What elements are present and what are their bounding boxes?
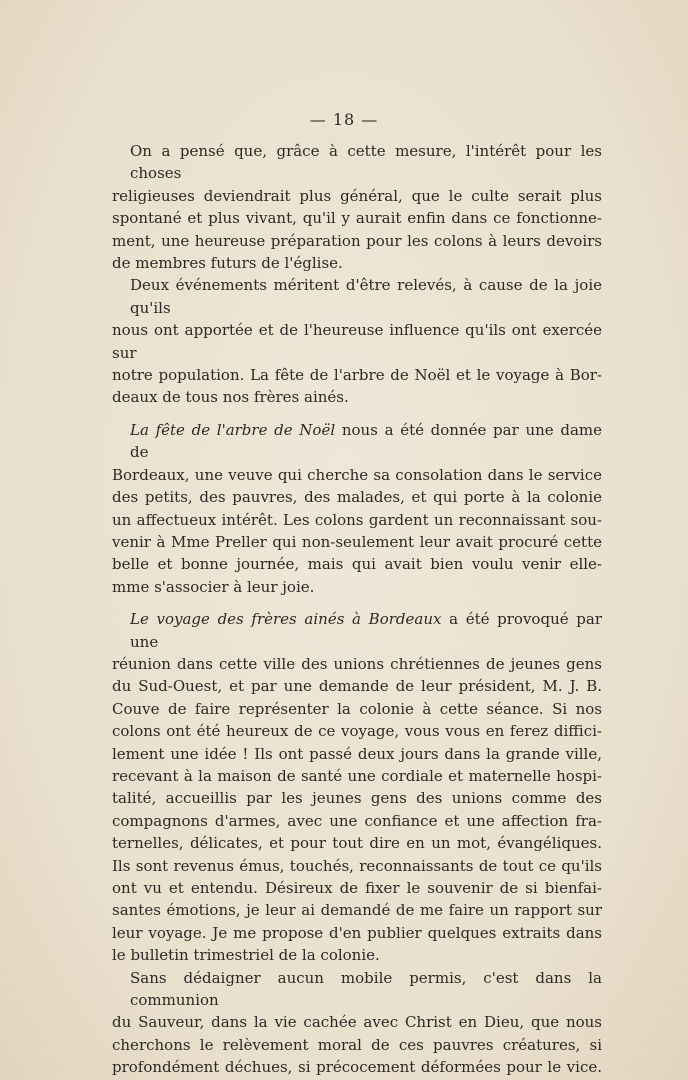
text-line bbox=[112, 608, 602, 653]
text-line: On a pensé que, grâce à cette mesure, l'intérêt pour les choses bbox=[130, 142, 602, 183]
text-line: belle et bonne journée, mais qui avait bien voulu venir elle- bbox=[112, 555, 602, 574]
text-line: spontané et plus vivant, qu'il y aurait enfin dans ce fonctionne- bbox=[112, 209, 602, 228]
text-line: Ils sont revenus émus, touchés, reconnaissants de tout ce qu'ils bbox=[112, 856, 602, 875]
first-line-rest: nous a été donnée par une dame de bbox=[130, 420, 602, 462]
text-line: ont vu et entendu. Désireux de fixer le souvenir de si bienfai- bbox=[112, 879, 602, 897]
text-line: de membres futurs de l'église. bbox=[112, 254, 343, 273]
text-line: du Sud-Ouest, et par une demande de leur président, M. J. B. bbox=[112, 677, 602, 696]
text-line: du Sauveur, dans la vie cachée avec Christ en Dieu, que nous bbox=[112, 1013, 602, 1032]
text-line: recevant à la maison de santé une cordiale et maternelle hospi- bbox=[112, 766, 602, 785]
text-line bbox=[112, 419, 602, 464]
text-line: Couve de faire représenter la colonie à cette séance. Si nos bbox=[112, 699, 602, 718]
text-line: Bordeaux, une veuve qui cherche sa consolation dans le service bbox=[112, 465, 602, 484]
text-line: un affectueux intérêt. Les colons gardent un reconnaissant sou- bbox=[112, 510, 602, 529]
text-line: réunion dans cette ville des unions chrétiennes de jeunes gens bbox=[112, 654, 602, 673]
text-line: santes émotions, je leur ai demandé de me faire un rapport sur bbox=[112, 901, 602, 920]
text-line: des petits, des pauvres, des malades, et qui porte à la colonie bbox=[112, 488, 602, 507]
paragraph-3 bbox=[112, 419, 602, 598]
text-line: cherchons le relèvement moral de ces pauvres créatures, si bbox=[112, 1035, 602, 1054]
body-text bbox=[112, 140, 602, 1079]
text-line: religieuses deviendrait plus général, que le culte serait plus bbox=[112, 186, 602, 205]
text-line: compagnons d'armes, avec une confiance et une affection fra- bbox=[112, 811, 602, 830]
text-line: notre population. La fête de l'arbre de Noël et le voyage à Bor- bbox=[112, 366, 602, 385]
text-line: le bulletin trimestriel de la colonie. bbox=[112, 946, 380, 965]
paragraph-1 bbox=[112, 140, 602, 274]
text-line: ment, une heureuse préparation pour les colons à leurs devoirs bbox=[112, 231, 602, 250]
text-line: profondément déchues, si précocement déformées pour le vice. bbox=[112, 1058, 602, 1077]
text-line: talité, accueillis par les jeunes gens des unions comme des bbox=[112, 789, 602, 808]
paragraph-4 bbox=[112, 608, 602, 967]
paragraph-2 bbox=[112, 274, 602, 408]
paragraph-5 bbox=[112, 967, 602, 1079]
text-line: ternelles, délicates, et pour tout dire en un mot, évangéliques. bbox=[112, 834, 602, 853]
italic-lead: Le voyage des frères ainés à Bordeaux bbox=[130, 610, 442, 629]
text-line: Deux événements méritent d'être relevés, à cause de la joie qu'ils bbox=[130, 276, 602, 317]
text-line: colons ont été heureux de ce voyage, vous vous en ferez diffici- bbox=[112, 722, 602, 741]
text-line: nous ont apportée et de l'heureuse influence qu'ils ont exercée sur bbox=[112, 321, 602, 362]
italic-lead: La fête de l'arbre de Noël bbox=[130, 420, 336, 439]
text-line: leur voyage. Je me propose d'en publier quelques extraits dans bbox=[112, 923, 602, 942]
first-line-rest: a été provoqué par une bbox=[130, 610, 602, 651]
text-line: Sans dédaigner aucun mobile permis, c'est dans la communion bbox=[130, 968, 602, 1010]
text-line: deaux de tous nos frères ainés. bbox=[112, 388, 349, 407]
page-number: — 18 — bbox=[309, 110, 379, 129]
text-line: venir à Mme Preller qui non-seulement leur avait procuré cette bbox=[112, 532, 602, 551]
text-line: mme s'associer à leur joie. bbox=[112, 577, 315, 596]
text-line: lement une idée ! Ils ont passé deux jours dans la grande ville, bbox=[112, 744, 602, 763]
